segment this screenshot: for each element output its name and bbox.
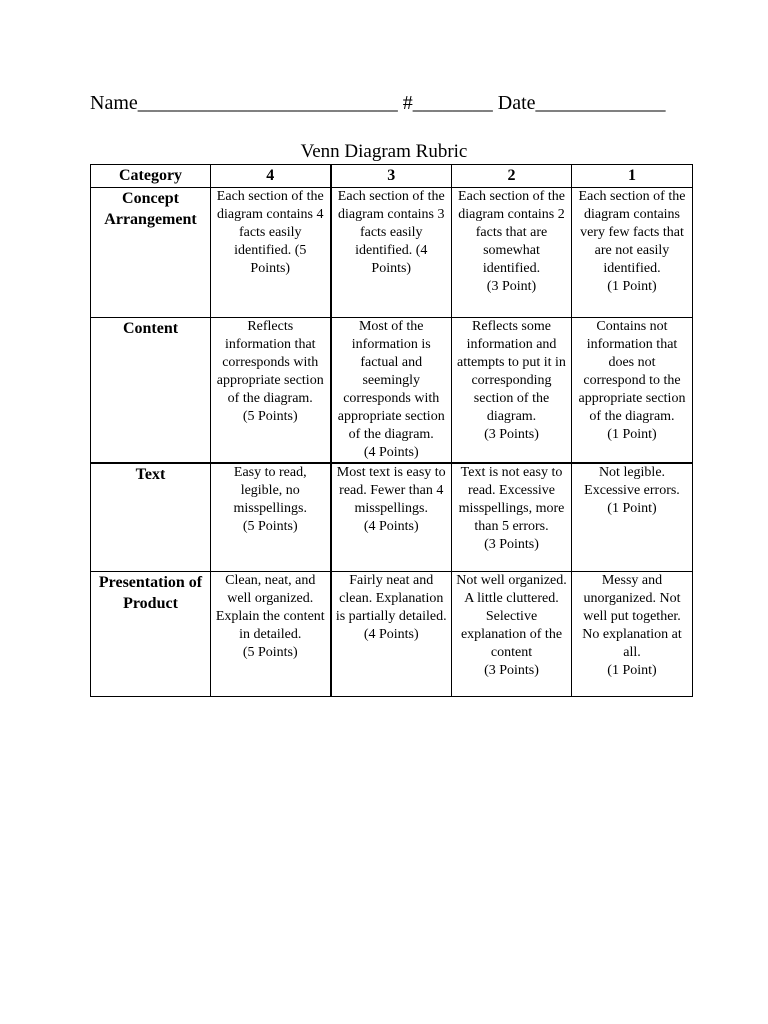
criteria-text: Most text is easy to read. Fewer than 4 misspellings. (4 Points): [336, 465, 446, 534]
criteria-cell: [452, 318, 572, 464]
criteria-text: Contains not information that does not correspond to the appropriate section of the diagram. (1 Point): [578, 319, 686, 442]
header-score-3: 3: [331, 165, 452, 188]
criteria-text: Text is not easy to read. Excessive misspellings, more than 5 errors. (3 Points): [458, 465, 565, 552]
criteria-cell: [331, 572, 452, 697]
category-cell: [91, 463, 211, 572]
header-category: Category: [91, 165, 211, 188]
criteria-text: Easy to read, legible, no misspellings. (5 Points): [233, 465, 307, 534]
criteria-cell: [452, 188, 572, 318]
category-cell: [91, 188, 211, 318]
criteria-cell: [211, 188, 331, 318]
criteria-cell: [452, 463, 572, 572]
criteria-cell: [211, 318, 331, 464]
rubric-table: [90, 164, 693, 697]
criteria-text: Clean, neat, and well organized. Explain the content in detailed. (5 Points): [215, 573, 325, 660]
criteria-cell: [331, 318, 452, 464]
criteria-text: Each section of the diagram contains very few facts that are not easily identified. (1 Point): [578, 189, 686, 294]
criteria-cell: [572, 572, 693, 697]
criteria-text: Each section of the diagram contains 3 facts easily identified. (4 Points): [337, 189, 445, 276]
header-score-2: 2: [452, 165, 572, 188]
category-label: Concept Arrangement: [104, 190, 197, 228]
criteria-text: Each section of the diagram contains 2 facts that are somewhat identified. (3 Point): [458, 189, 565, 294]
criteria-cell: [331, 463, 452, 572]
table-row: [91, 572, 693, 697]
criteria-text: Fairly neat and clean. Explanation is partially detailed. (4 Points): [335, 573, 447, 642]
table-row: [91, 463, 693, 572]
name-number-date-line: Name__________________________ #________ Date_____________: [90, 92, 666, 114]
criteria-text: Not legible. Excessive errors. (1 Point): [584, 465, 680, 516]
category-cell: [91, 318, 211, 464]
criteria-text: Reflects some information and attempts to put it in corresponding section of the diagram. (3 Points): [457, 319, 566, 442]
category-cell: [91, 572, 211, 697]
criteria-cell: [572, 318, 693, 464]
criteria-cell: [331, 188, 452, 318]
table-row: [91, 318, 693, 464]
table-row: [91, 188, 693, 318]
criteria-text: Reflects information that corresponds with appropriate section of the diagram. (5 Points): [216, 319, 324, 424]
criteria-text: Each section of the diagram contains 4 facts easily identified. (5 Points): [216, 189, 324, 276]
criteria-text: Not well organized. A little cluttered. Selective explanation of the content (3 Points): [456, 573, 567, 678]
category-label: Content: [122, 320, 179, 337]
criteria-cell: [211, 463, 331, 572]
criteria-cell: [572, 188, 693, 318]
criteria-text: Messy and unorganized. Not well put together. No explanation at all. (1 Point): [582, 573, 682, 678]
header-score-4: 4: [211, 165, 331, 188]
page-title: Venn Diagram Rubric: [300, 141, 468, 162]
criteria-cell: [452, 572, 572, 697]
header-row: [91, 165, 693, 188]
criteria-cell: [211, 572, 331, 697]
criteria-cell: [572, 463, 693, 572]
category-label: Text: [135, 466, 166, 483]
header-score-1: 1: [572, 165, 693, 188]
criteria-text: Most of the information is factual and seemingly corresponds with appropriate section of the diagram. (4 Points): [337, 319, 445, 460]
category-label: Presentation of Product: [98, 574, 203, 612]
